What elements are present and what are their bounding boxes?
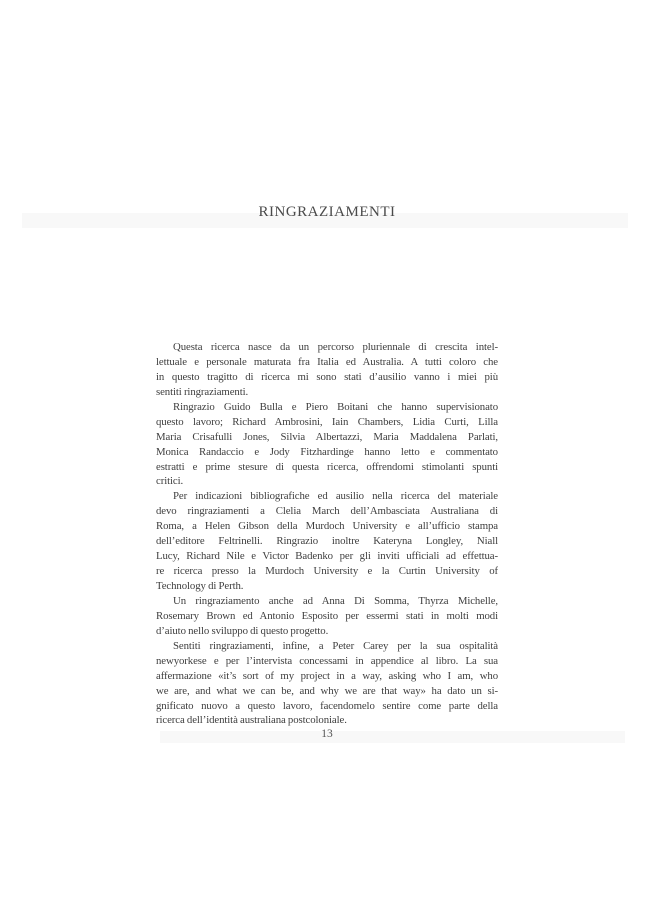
text-line: Questa ricerca nasce da un percorso pluriennale di crescita intel- xyxy=(173,341,498,353)
text-line: we are, and what we can be, and why we are that way» ha dato un si- xyxy=(156,684,498,697)
text-line: critici. xyxy=(156,475,184,488)
text-line: Rosemary Brown ed Antonio Esposito per essermi stati in molti modi xyxy=(156,609,498,622)
text-line: gnificato nuovo a questo lavoro, facendomelo sentire come parte della xyxy=(156,699,498,712)
text-line: newyorkese e per l’intervista concessami in appendice al libro. La sua xyxy=(156,654,498,667)
paragraph xyxy=(156,594,498,639)
text-line: Lucy, Richard Nile e Victor Badenko per gli inviti ufficiali ad effettua- xyxy=(156,550,498,563)
text-line: devo ringraziamenti a Clelia March dell’Ambasciata Australiana di xyxy=(156,505,498,518)
text-line: Un ringraziamento anche ad Anna Di Somma, Thyrza Michelle, xyxy=(173,594,498,607)
text-line: questo lavoro; Richard Ambrosini, Iain Chambers, Lidia Curti, Lilla xyxy=(156,415,498,428)
body-text xyxy=(156,340,498,728)
paragraph xyxy=(156,340,498,400)
page-number: 13 xyxy=(321,728,333,740)
text-line: lettuale e personale maturata fra Italia ed Australia. A tutti coloro che xyxy=(156,355,498,368)
paragraph xyxy=(156,400,498,490)
text-line: affermazione «it’s sort of my project in a way, asking who I am, who xyxy=(156,669,498,682)
paragraph xyxy=(156,639,498,729)
text-line: sentiti ringraziamenti. xyxy=(156,385,249,398)
text-line: dell’editore Feltrinelli. Ringrazio inoltre Kateryna Longley, Niall xyxy=(156,535,498,548)
text-line: Sentiti ringraziamenti, infine, a Peter Carey per la sua ospitalità xyxy=(173,639,498,652)
text-line: Maria Crisafulli Jones, Silvia Albertazzi, Maria Maddalena Parlati, xyxy=(156,430,498,443)
text-line: Roma, a Helen Gibson della Murdoch University e all’ufficio stampa xyxy=(156,520,498,533)
text-line: ricerca dell’identità australiana postcoloniale. xyxy=(156,714,347,727)
paragraph xyxy=(156,489,498,594)
text-line: Per indicazioni bibliografiche ed ausilio nella ricerca del materiale xyxy=(173,490,498,503)
text-line: Monica Randaccio e Jody Fitzhardinge hanno letto e commentato xyxy=(156,445,498,458)
text-line: estratti e prime stesure di questa ricerca, offrendomi stimolanti spunti xyxy=(156,460,498,473)
text-line: Ringrazio Guido Bulla e Piero Boitani che hanno supervisionato xyxy=(173,400,498,413)
chapter-title: RINGRAZIAMENTI xyxy=(258,204,396,220)
text-line: in questo tragitto di ricerca mi sono stati d’ausilio vanno i miei più xyxy=(156,370,498,383)
text-line: d’aiuto nello sviluppo di questo progetto. xyxy=(156,624,329,637)
text-line: re ricerca presso la Murdoch University e la Curtin University of xyxy=(156,565,498,578)
text-line: Technology di Perth. xyxy=(156,580,244,592)
